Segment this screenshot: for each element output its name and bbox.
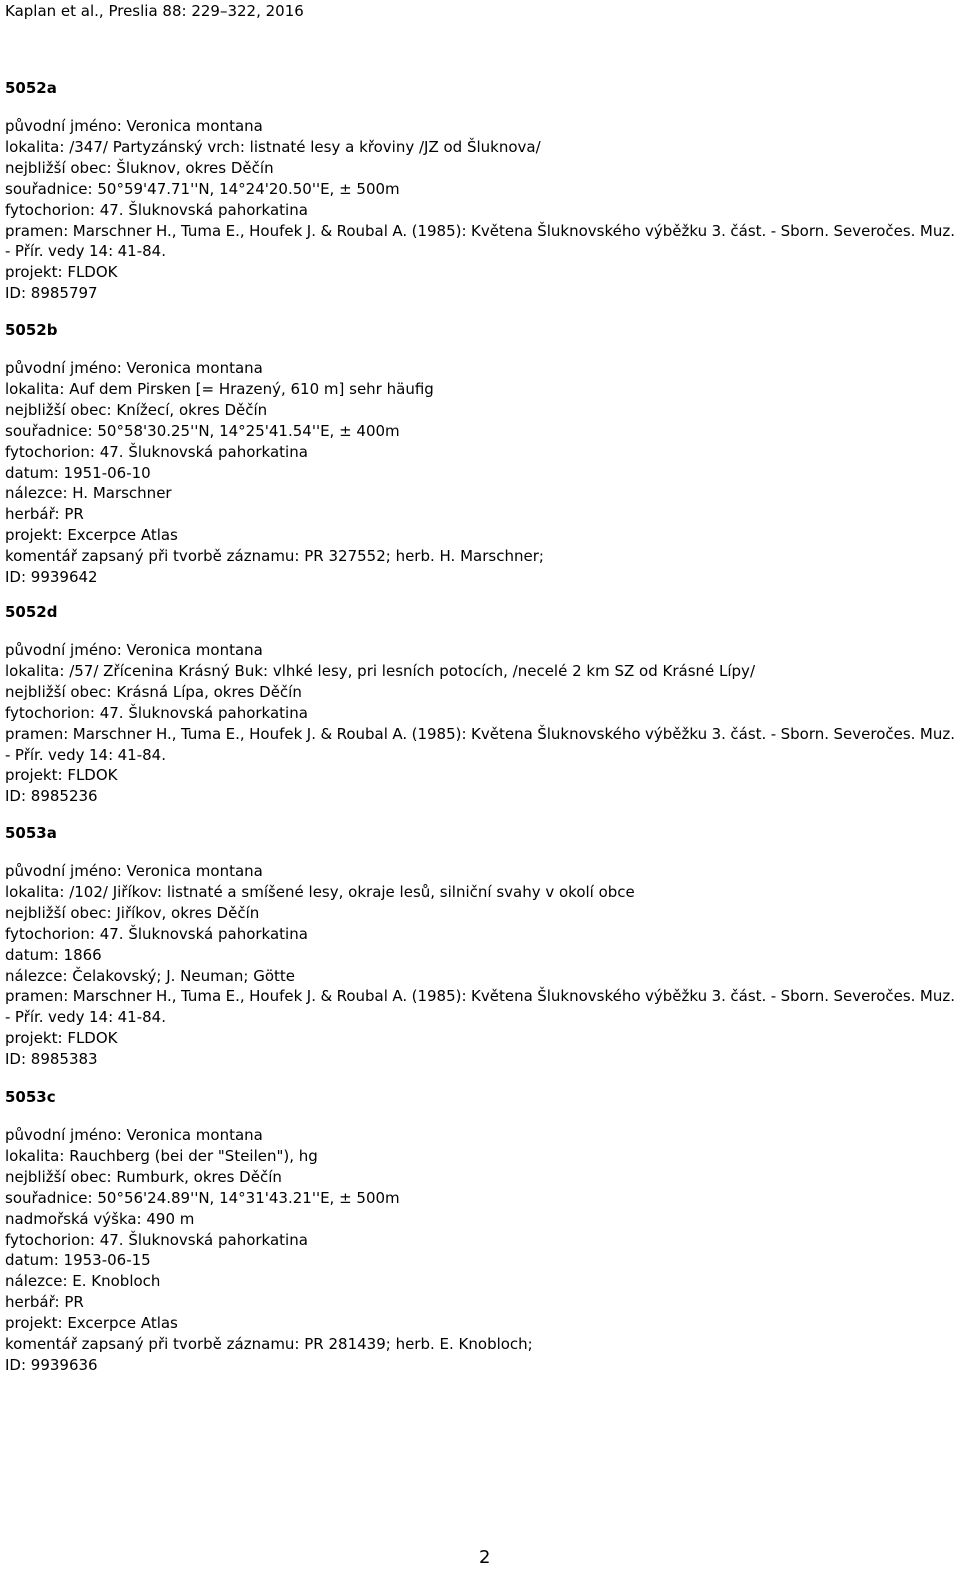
- record-5052b: [5, 320, 957, 588]
- field-project: projekt: FLDOK: [5, 766, 118, 785]
- field-comment: komentář zapsaný při tvorbě záznamu: PR 327552; herb. H. Marschner;: [5, 547, 544, 566]
- field-project: projekt: Excerpce Atlas: [5, 526, 178, 545]
- field-collector: nálezce: Čelakovský; J. Neuman; Götte: [5, 966, 296, 985]
- record-fields: [5, 358, 957, 588]
- field-id: ID: 9939636: [5, 1355, 98, 1374]
- record-fields: [5, 1125, 957, 1376]
- record-id: 5052a: [5, 79, 57, 97]
- record-id: 5053a: [5, 824, 57, 842]
- field-coordinates: souřadnice: 50°56'24.89''N, 14°31'43.21''E, ± 500m: [5, 1188, 400, 1207]
- field-nearest-municipality: nejbližší obec: Knížecí, okres Děčín: [5, 400, 268, 419]
- field-herbarium: herbář: PR: [5, 1293, 84, 1312]
- field-coordinates: souřadnice: 50°58'30.25''N, 14°25'41.54''E, ± 400m: [5, 421, 400, 440]
- field-project: projekt: FLDOK: [5, 263, 118, 282]
- field-nearest-municipality: nejbližší obec: Jiříkov, okres Děčín: [5, 903, 260, 922]
- running-header: Kaplan et al., Preslia 88: 229–322, 2016: [5, 2, 304, 20]
- field-locality: lokalita: /102/ Jiříkov: listnaté a smíšené lesy, okraje lesů, silniční svahy v okolí obce: [5, 882, 635, 901]
- field-date: datum: 1951-06-10: [5, 463, 151, 482]
- field-id: ID: 8985797: [5, 284, 98, 303]
- field-source: pramen: Marschner H., Tuma E., Houfek J. & Roubal A. (1985): Květena Šluknovského výběžku 3. část. - Sborn. Severočes. Muz. - Přír. vedy 14: 41-84.: [5, 221, 955, 261]
- field-date: datum: 1866: [5, 945, 102, 964]
- field-original-name: původní jméno: Veronica montana: [5, 117, 263, 135]
- field-id: ID: 8985383: [5, 1050, 98, 1069]
- record-5052a: [5, 78, 957, 304]
- record-id: 5053c: [5, 1088, 56, 1106]
- field-comment: komentář zapsaný při tvorbě záznamu: PR 281439; herb. E. Knobloch;: [5, 1335, 533, 1354]
- field-phytochorion: fytochorion: 47. Šluknovská pahorkatina: [5, 924, 308, 943]
- field-source: pramen: Marschner H., Tuma E., Houfek J. & Roubal A. (1985): Květena Šluknovského výběžku 3. část. - Sborn. Severočes. Muz. - Přír. vedy 14: 41-84.: [5, 724, 955, 764]
- field-nearest-municipality: nejbližší obec: Šluknov, okres Děčín: [5, 158, 274, 177]
- record-fields: [5, 640, 957, 807]
- field-original-name: původní jméno: Veronica montana: [5, 862, 263, 880]
- field-locality: lokalita: /57/ Zřícenina Krásný Buk: vlhké lesy, pri lesních potocích, /necelé 2 km SZ od Krásné Lípy/: [5, 661, 755, 680]
- field-id: ID: 8985236: [5, 787, 98, 806]
- record-fields: [5, 861, 957, 1070]
- field-id: ID: 9939642: [5, 568, 98, 587]
- field-herbarium: herbář: PR: [5, 505, 84, 524]
- field-locality: lokalita: /347/ Partyzánský vrch: listnaté lesy a křoviny /JZ od Šluknova/: [5, 137, 541, 156]
- field-locality: lokalita: Rauchberg (bei der "Steilen"), hg: [5, 1146, 318, 1165]
- field-project: projekt: Excerpce Atlas: [5, 1314, 178, 1333]
- record-5052d: [5, 602, 957, 807]
- field-original-name: původní jméno: Veronica montana: [5, 1126, 263, 1144]
- field-collector: nálezce: H. Marschner: [5, 484, 172, 503]
- record-5053a: [5, 823, 957, 1070]
- field-original-name: původní jméno: Veronica montana: [5, 641, 263, 659]
- field-locality: lokalita: Auf dem Pirsken [= Hrazený, 610 m] sehr häufig: [5, 379, 434, 398]
- field-source: pramen: Marschner H., Tuma E., Houfek J. & Roubal A. (1985): Květena Šluknovského výběžku 3. část. - Sborn. Severočes. Muz. - Přír. vedy 14: 41-84.: [5, 987, 955, 1027]
- record-id: 5052d: [5, 603, 58, 621]
- field-phytochorion: fytochorion: 47. Šluknovská pahorkatina: [5, 442, 308, 461]
- record-id: 5052b: [5, 321, 58, 339]
- field-project: projekt: FLDOK: [5, 1029, 118, 1048]
- page-number: 2: [479, 1547, 491, 1568]
- record-fields: [5, 116, 957, 304]
- field-nearest-municipality: nejbližší obec: Rumburk, okres Děčín: [5, 1167, 282, 1186]
- field-altitude: nadmořská výška: 490 m: [5, 1209, 195, 1228]
- field-date: datum: 1953-06-15: [5, 1251, 151, 1270]
- field-collector: nálezce: E. Knobloch: [5, 1272, 161, 1291]
- field-nearest-municipality: nejbližší obec: Krásná Lípa, okres Děčín: [5, 682, 302, 701]
- field-coordinates: souřadnice: 50°59'47.71''N, 14°24'20.50''E, ± 500m: [5, 179, 400, 198]
- field-phytochorion: fytochorion: 47. Šluknovská pahorkatina: [5, 200, 308, 219]
- record-5053c: [5, 1087, 957, 1376]
- field-original-name: původní jméno: Veronica montana: [5, 359, 263, 377]
- field-phytochorion: fytochorion: 47. Šluknovská pahorkatina: [5, 1230, 308, 1249]
- field-phytochorion: fytochorion: 47. Šluknovská pahorkatina: [5, 703, 308, 722]
